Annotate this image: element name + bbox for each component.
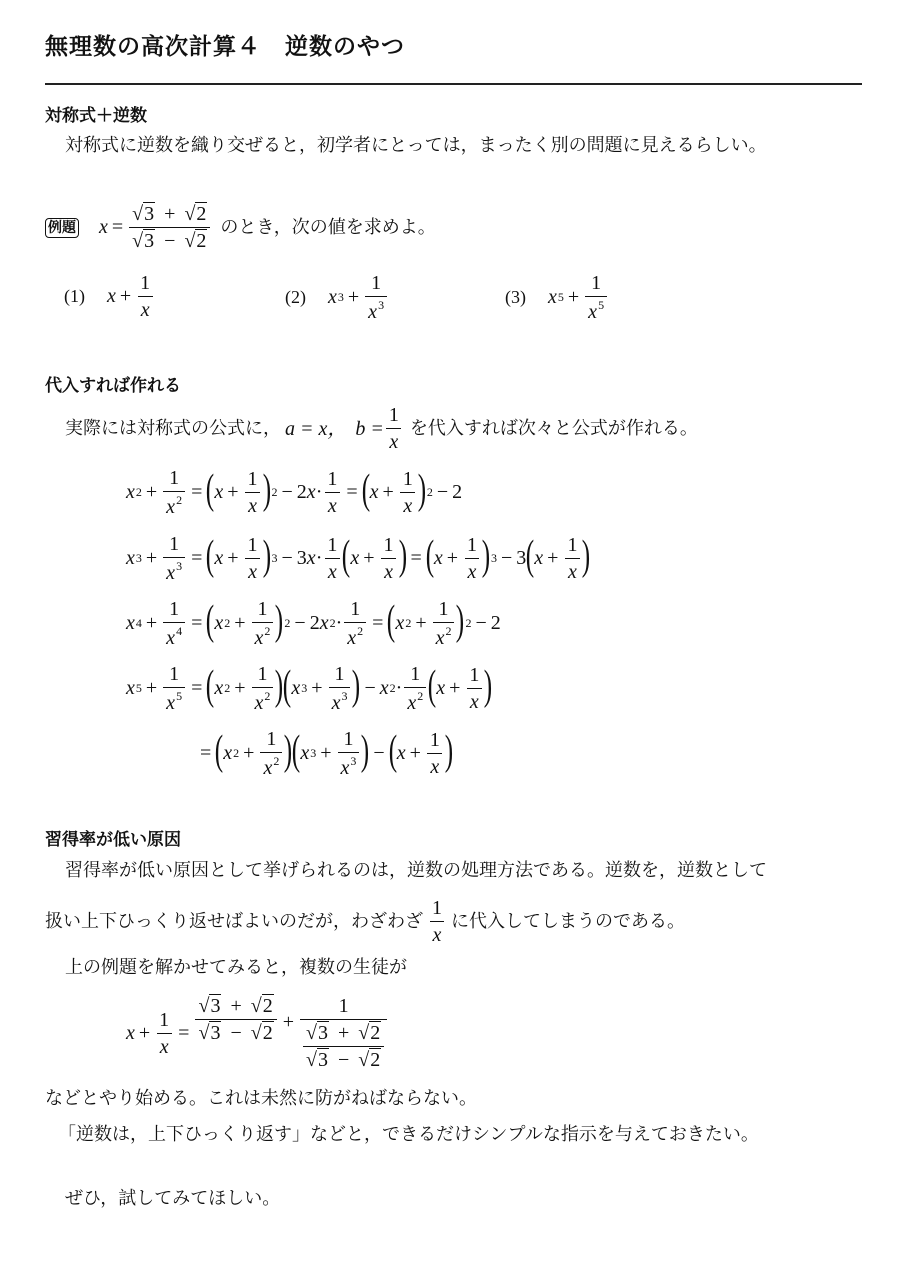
equals-sign: = <box>372 612 384 634</box>
numerator: 1 <box>247 468 258 490</box>
minus-sign: − <box>281 481 293 503</box>
exponent: 5 <box>176 689 183 703</box>
var-x: x <box>433 547 443 569</box>
fraction <box>324 468 340 517</box>
numerator: 1 <box>327 534 338 556</box>
exponent: 2 <box>417 689 424 703</box>
exponent: 2 <box>224 616 231 630</box>
fraction <box>163 663 185 714</box>
exponent: 2 <box>405 616 412 630</box>
formula-x2 <box>126 467 462 518</box>
equals-sign: = <box>191 547 203 569</box>
right-paren: ) <box>262 532 271 579</box>
dot-operator: · <box>315 481 323 503</box>
radicand: 2 <box>262 995 273 1017</box>
var-x: x <box>126 547 135 569</box>
right-paren: ) <box>444 727 454 774</box>
var-x: x <box>548 286 557 308</box>
sqrt-symbol: √ <box>305 1049 317 1071</box>
exponent: 2 <box>176 493 183 507</box>
numerator: 1 <box>327 468 338 490</box>
right-paren: ) <box>481 532 491 579</box>
exponent: 3 <box>350 754 357 768</box>
sqrt-symbol: √ <box>184 230 196 252</box>
plus-sign: + <box>449 677 461 699</box>
left-paren: ( <box>361 466 370 513</box>
var-x: x <box>319 612 329 634</box>
var-x: x <box>254 692 264 714</box>
var-x: x <box>166 562 176 584</box>
exponent: 2 <box>465 616 472 630</box>
var-x: x <box>126 481 135 503</box>
numerator: 1 <box>343 728 354 750</box>
fraction <box>163 598 185 649</box>
fraction <box>252 598 274 649</box>
assignment-b: b = <box>355 417 384 440</box>
formula-x5-line2 <box>196 728 453 779</box>
var-x: x <box>369 481 379 503</box>
var-x: x <box>328 286 337 308</box>
plus-sign: + <box>145 677 158 699</box>
var-x: x <box>588 301 598 323</box>
fraction <box>137 272 153 321</box>
problem-number: (3) <box>505 287 526 307</box>
numerator: 1 <box>432 897 442 919</box>
equals-sign: = <box>191 612 203 634</box>
minus-sign: − <box>475 612 487 634</box>
sqrt-symbol: √ <box>198 1022 210 1044</box>
formula-x4 <box>126 598 501 649</box>
section-paragraph <box>45 897 685 946</box>
minus-sign: − <box>500 547 513 569</box>
fraction <box>338 728 360 779</box>
sqrt-symbol: √ <box>132 230 144 252</box>
right-paren: ) <box>361 727 370 774</box>
sqrt-symbol: √ <box>358 1022 370 1044</box>
left-paren: ( <box>206 532 215 579</box>
exponent: 2 <box>264 689 271 703</box>
right-paren: ) <box>417 466 427 513</box>
denominator: x <box>381 558 396 583</box>
section-paragraph: 習得率が低い原因として挙げられるのは，逆数の処理方法である。逆数を，逆数として <box>65 860 767 881</box>
plus-sign: + <box>567 286 580 308</box>
radicand: 2 <box>370 1049 381 1071</box>
exponent: 3 <box>271 551 278 565</box>
fraction <box>427 729 443 778</box>
denominator: x <box>465 558 480 583</box>
section-heading-symmetric-reciprocal: 対称式＋逆数 <box>45 106 147 126</box>
left-paren: ( <box>206 597 215 644</box>
coefficient: 3 <box>516 547 527 569</box>
section-paragraph: 「逆数は，上下ひっくり返す」などと，できるだけシンプルな指示を与えておきたい。 <box>58 1124 759 1145</box>
equals-sign: = <box>111 216 124 238</box>
exponent: 3 <box>135 551 142 565</box>
numerator: 1 <box>169 533 180 555</box>
exponent: 3 <box>341 689 348 703</box>
var-x: x <box>368 301 378 323</box>
left-paren: ( <box>342 532 351 579</box>
var-x: x <box>214 677 224 699</box>
fraction <box>386 404 402 453</box>
problem-2 <box>285 272 389 323</box>
left-paren: ( <box>387 597 396 644</box>
right-paren: ) <box>284 727 293 774</box>
right-paren: ) <box>582 532 591 579</box>
var-x: x <box>254 627 264 649</box>
sqrt-symbol: √ <box>184 203 196 225</box>
var-x: x <box>166 627 176 649</box>
numerator: 1 <box>410 663 421 685</box>
var-x: x <box>107 285 116 307</box>
var-x: x <box>166 496 176 518</box>
left-paren: ( <box>206 662 215 709</box>
left-paren: ( <box>526 532 535 579</box>
right-paren: ) <box>262 466 271 513</box>
text: 実際には対称式の公式に， <box>65 417 281 439</box>
minus-sign: − <box>364 677 376 699</box>
plus-sign: + <box>311 677 323 699</box>
var-x: x <box>300 742 310 764</box>
sqrt-symbol: √ <box>250 1022 262 1044</box>
coefficient: 2 <box>309 612 320 634</box>
exponent: 2 <box>426 485 433 499</box>
dot-operator: · <box>395 677 403 699</box>
equals-sign: = <box>346 481 358 503</box>
formula-x5-line1 <box>126 663 492 714</box>
plus-sign: + <box>415 612 427 634</box>
plus-sign: + <box>337 1022 350 1044</box>
plus-sign: + <box>282 1011 294 1033</box>
fraction <box>195 995 276 1044</box>
plus-sign: + <box>234 677 246 699</box>
sqrt-symbol: √ <box>305 1022 317 1044</box>
dot-operator: · <box>335 612 343 634</box>
student-mistake-equation <box>126 995 389 1071</box>
numerator: 1 <box>591 272 602 294</box>
problem-number: (2) <box>285 287 306 307</box>
text: に代入してしまうのである。 <box>451 910 685 932</box>
minus-sign: − <box>294 612 306 634</box>
numerator: 1 <box>402 468 413 490</box>
radicand: 2 <box>262 1022 273 1044</box>
fraction <box>464 534 480 583</box>
plus-sign: + <box>164 203 176 225</box>
text: 扱い上下ひっくり返せばよいのだが，わざわざ <box>45 910 423 932</box>
fraction <box>404 663 426 714</box>
plus-sign: + <box>363 547 375 569</box>
exponent: 2 <box>135 485 142 499</box>
plus-sign: + <box>243 742 255 764</box>
left-paren: ( <box>388 727 397 774</box>
left-paren: ( <box>206 466 215 513</box>
fraction <box>365 272 387 323</box>
radicand: 2 <box>196 203 207 225</box>
exponent: 2 <box>445 624 452 638</box>
numerator: 1 <box>469 664 480 686</box>
numerator: 1 <box>466 534 477 556</box>
exponent: 5 <box>557 290 564 304</box>
numerator: 1 <box>159 1008 170 1031</box>
numerator: 1 <box>371 272 382 294</box>
sqrt-symbol: √ <box>358 1049 370 1071</box>
fraction <box>324 534 340 583</box>
exponent: 3 <box>310 746 317 760</box>
right-paren: ) <box>352 662 361 709</box>
fraction <box>129 203 210 252</box>
denominator: x <box>386 428 401 453</box>
plus-sign: + <box>145 547 158 569</box>
section-heading-low-mastery: 習得率が低い原因 <box>45 830 181 850</box>
right-paren: ) <box>398 532 407 579</box>
plus-sign: + <box>230 995 242 1017</box>
minus-sign: − <box>230 1022 242 1044</box>
var-x: x <box>306 547 316 569</box>
formula-x3 <box>126 533 590 584</box>
numerator: 1 <box>338 995 349 1017</box>
plus-sign: + <box>547 547 559 569</box>
denominator: x <box>400 492 415 517</box>
exponent: 3 <box>176 559 183 573</box>
numerator: 1 <box>257 598 268 620</box>
var-x: x <box>347 627 357 649</box>
plus-sign: + <box>138 1021 151 1044</box>
exponent: 2 <box>284 616 291 630</box>
minus-sign: − <box>281 547 293 569</box>
exponent: 2 <box>224 681 231 695</box>
left-paren: ( <box>425 532 435 579</box>
equals-sign: = <box>410 547 422 569</box>
numerator: 1 <box>266 728 277 750</box>
fraction <box>163 533 185 584</box>
var-x: x <box>223 742 233 764</box>
left-paren: ( <box>283 662 292 709</box>
numerator: 1 <box>438 598 449 620</box>
var-x: x <box>379 677 389 699</box>
equals-sign: = <box>191 677 203 699</box>
plus-sign: + <box>227 481 239 503</box>
plus-sign: + <box>320 742 332 764</box>
numerator: 1 <box>334 663 345 685</box>
example-problem <box>45 203 436 252</box>
numerator: 1 <box>257 663 268 685</box>
radicand: 3 <box>144 230 155 252</box>
radicand: 3 <box>317 1049 328 1071</box>
left-paren: ( <box>215 727 224 774</box>
example-label-badge: 例題 <box>45 218 79 238</box>
constant: 2 <box>490 612 501 634</box>
exponent: 2 <box>271 485 278 499</box>
plus-sign: + <box>145 481 158 503</box>
exponent: 3 <box>378 298 385 312</box>
denominator: x <box>565 558 580 583</box>
denominator: x <box>138 296 153 321</box>
exponent: 2 <box>273 754 280 768</box>
closing-remark: ぜひ，試してみてほしい。 <box>65 1188 281 1209</box>
radicand: 2 <box>196 230 207 252</box>
fraction <box>400 468 416 517</box>
section-paragraph: などとやり始める。これは未然に防がねばならない。 <box>45 1088 477 1109</box>
exponent: 2 <box>233 746 240 760</box>
substitution-paragraph <box>65 404 698 453</box>
coefficient: 3 <box>296 547 307 569</box>
fraction <box>163 467 185 518</box>
sqrt-symbol: √ <box>250 995 262 1017</box>
problem-3 <box>505 272 609 323</box>
compound-fraction <box>300 995 387 1071</box>
exponent: 3 <box>337 290 344 304</box>
minus-sign: − <box>436 481 449 503</box>
numerator: 1 <box>247 534 258 556</box>
exponent: 5 <box>135 681 142 695</box>
page-title: 無理数の高次計算４ 逆数のやつ <box>45 34 405 60</box>
plus-sign: + <box>382 481 394 503</box>
radicand: 3 <box>144 203 155 225</box>
var-x: x <box>214 612 224 634</box>
minus-sign: − <box>373 742 385 764</box>
minus-sign: − <box>164 230 176 252</box>
numerator: 1 <box>140 272 151 294</box>
var-x: x <box>214 481 224 503</box>
example-instruction: のとき，次の値を求めよ。 <box>220 216 436 238</box>
right-paren: ) <box>484 662 493 709</box>
numerator: 1 <box>169 598 180 620</box>
equals-sign: = <box>178 1021 190 1044</box>
radicand: 3 <box>317 1022 328 1044</box>
exponent: 2 <box>329 616 336 630</box>
numerator: 1 <box>429 729 440 751</box>
fraction <box>429 897 445 946</box>
radicand: 2 <box>370 1022 381 1044</box>
var-x: x <box>99 216 108 238</box>
var-x: x <box>350 547 360 569</box>
fraction <box>329 663 351 714</box>
var-x: x <box>436 677 446 699</box>
fraction <box>245 534 261 583</box>
radicand: 3 <box>210 995 221 1017</box>
right-paren: ) <box>275 662 284 709</box>
denominator: x <box>427 753 442 778</box>
exponent: 2 <box>389 681 396 695</box>
numerator: 1 <box>383 534 394 556</box>
fraction <box>252 663 274 714</box>
equals-sign: = <box>191 481 203 503</box>
exponent: 3 <box>490 551 497 565</box>
var-x: x <box>214 547 224 569</box>
fraction <box>433 598 455 649</box>
var-x: x <box>291 677 301 699</box>
exponent: 5 <box>598 298 605 312</box>
constant: 2 <box>452 481 463 503</box>
exponent: 2 <box>357 624 364 638</box>
denominator: x <box>245 492 260 517</box>
equals-sign: = <box>200 742 212 764</box>
exponent: 4 <box>176 624 183 638</box>
plus-sign: + <box>347 286 360 308</box>
sqrt-symbol: √ <box>132 203 144 225</box>
fraction <box>344 598 366 649</box>
denominator: x <box>325 558 340 583</box>
var-x: x <box>166 692 176 714</box>
right-paren: ) <box>456 597 465 644</box>
section-paragraph: 上の例題を解かせてみると，複数の生徒が <box>65 957 407 978</box>
numerator: 1 <box>567 534 578 556</box>
denominator: x <box>430 921 445 946</box>
denominator: x <box>467 688 482 713</box>
var-x: x <box>396 742 406 764</box>
fraction <box>245 468 261 517</box>
plus-sign: + <box>234 612 246 634</box>
problem-number: (1) <box>64 286 85 306</box>
exponent: 2 <box>264 624 271 638</box>
title-divider <box>45 83 862 85</box>
denominator: x <box>157 1033 172 1058</box>
section-heading-substitution: 代入すれば作れる <box>45 376 181 396</box>
right-paren: ) <box>275 597 284 644</box>
plus-sign: + <box>409 742 421 764</box>
assignment-a: a = x， <box>285 417 348 440</box>
fraction <box>564 534 580 583</box>
var-x: x <box>395 612 405 634</box>
fraction <box>466 664 482 713</box>
plus-sign: + <box>119 285 132 307</box>
denominator: x <box>325 492 340 517</box>
sqrt-symbol: √ <box>198 995 210 1017</box>
var-x: x <box>534 547 544 569</box>
left-paren: ( <box>292 727 301 774</box>
fraction <box>156 1009 172 1058</box>
exponent: 4 <box>135 616 142 630</box>
minus-sign: − <box>337 1049 350 1071</box>
numerator: 1 <box>169 663 180 685</box>
problem-1 <box>64 272 155 321</box>
var-x: x <box>407 692 417 714</box>
var-x: x <box>331 692 341 714</box>
dot-operator: · <box>315 547 323 569</box>
example-equation <box>99 203 212 252</box>
var-x: x <box>263 757 273 779</box>
plus-sign: + <box>227 547 239 569</box>
fraction <box>260 728 282 779</box>
var-x: x <box>435 627 445 649</box>
var-x: x <box>306 481 316 503</box>
numerator: 1 <box>350 598 361 620</box>
var-x: x <box>126 1021 135 1044</box>
var-x: x <box>340 757 350 779</box>
radicand: 3 <box>210 1022 221 1044</box>
var-x: x <box>126 677 135 699</box>
fraction <box>381 534 397 583</box>
text: を代入すれば次々と公式が作れる。 <box>409 417 698 439</box>
coefficient: 2 <box>296 481 307 503</box>
section-paragraph: 対称式に逆数を織り交ぜると，初学者にとっては，まったく別の問題に見えるらしい。 <box>65 135 767 156</box>
left-paren: ( <box>428 662 437 709</box>
var-x: x <box>126 612 135 634</box>
plus-sign: + <box>145 612 158 634</box>
denominator: x <box>245 558 260 583</box>
exponent: 3 <box>301 681 308 695</box>
numerator: 1 <box>388 404 399 426</box>
fraction <box>585 272 607 323</box>
numerator: 1 <box>169 467 180 489</box>
plus-sign: + <box>446 547 458 569</box>
